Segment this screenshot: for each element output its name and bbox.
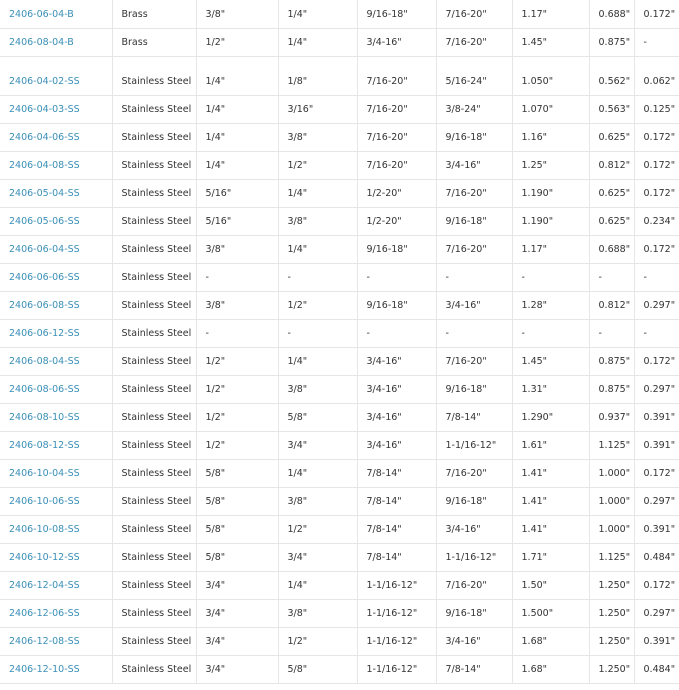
pipe-size-cell: - (278, 320, 357, 348)
length-cell: 1.41" (512, 516, 589, 544)
table-row (0, 124, 679, 152)
hex-cell: 0.875" (589, 29, 634, 57)
thread-a-cell: 9/16-18" (357, 0, 436, 29)
tube-size-cell: 1/2" (196, 432, 278, 460)
table-row (0, 236, 679, 264)
thread-b-cell: 7/16-20" (436, 180, 512, 208)
bore-cell: 0.172" (634, 152, 679, 180)
pipe-size-cell: - (278, 264, 357, 292)
tube-size-cell: 3/4" (196, 600, 278, 628)
part-number-link[interactable]: 2406-06-12-SS (0, 320, 112, 348)
material-cell: Stainless Steel (112, 152, 196, 180)
thread-b-cell: 7/16-20" (436, 29, 512, 57)
thread-a-cell: 7/16-20" (357, 124, 436, 152)
thread-b-cell: 1-1/16-12" (436, 544, 512, 572)
part-number-link[interactable]: 2406-04-08-SS (0, 152, 112, 180)
part-number-link[interactable]: 2406-08-10-SS (0, 404, 112, 432)
table-row (0, 600, 679, 628)
thread-b-cell: 7/8-14" (436, 404, 512, 432)
table-row (0, 656, 679, 684)
bore-cell: 0.172" (634, 348, 679, 376)
thread-a-cell: 7/16-20" (357, 68, 436, 96)
material-cell: Stainless Steel (112, 264, 196, 292)
tube-size-cell: 5/8" (196, 516, 278, 544)
bore-cell: 0.172" (634, 180, 679, 208)
thread-b-cell: 3/4-16" (436, 628, 512, 656)
pipe-size-cell: 3/4" (278, 432, 357, 460)
length-cell: - (512, 264, 589, 292)
table-row (0, 404, 679, 432)
table-row (0, 460, 679, 488)
bore-cell: 0.297" (634, 376, 679, 404)
table-row (0, 544, 679, 572)
bore-cell: - (634, 320, 679, 348)
tube-size-cell: 3/8" (196, 292, 278, 320)
length-cell: 1.16" (512, 124, 589, 152)
thread-b-cell: 9/16-18" (436, 124, 512, 152)
material-cell: Stainless Steel (112, 432, 196, 460)
pipe-size-cell: 1/4" (278, 236, 357, 264)
pipe-size-cell: 3/4" (278, 544, 357, 572)
separator-cell (196, 57, 278, 69)
hex-cell: 0.563" (589, 96, 634, 124)
thread-a-cell: 3/4-16" (357, 29, 436, 57)
tube-size-cell: 1/2" (196, 29, 278, 57)
thread-b-cell: 3/4-16" (436, 292, 512, 320)
hex-cell: 0.937" (589, 404, 634, 432)
material-cell: Stainless Steel (112, 68, 196, 96)
hex-cell: - (589, 264, 634, 292)
table-row (0, 348, 679, 376)
thread-a-cell: 1/2-20" (357, 180, 436, 208)
thread-a-cell: - (357, 320, 436, 348)
separator-cell (112, 57, 196, 69)
part-number-link[interactable]: 2406-06-06-SS (0, 264, 112, 292)
separator-cell (634, 57, 679, 69)
pipe-size-cell: 3/8" (278, 376, 357, 404)
table-row (0, 68, 679, 96)
part-number-link[interactable]: 2406-12-06-SS (0, 600, 112, 628)
part-number-link[interactable]: 2406-12-04-SS (0, 572, 112, 600)
bore-cell: 0.484" (634, 656, 679, 684)
length-cell: 1.190" (512, 180, 589, 208)
hex-cell: 0.688" (589, 0, 634, 29)
bore-cell: 0.391" (634, 432, 679, 460)
hex-cell: - (589, 320, 634, 348)
part-number-link[interactable]: 2406-10-12-SS (0, 544, 112, 572)
thread-b-cell: 7/16-20" (436, 348, 512, 376)
tube-size-cell: 5/8" (196, 544, 278, 572)
thread-b-cell: 1-1/16-12" (436, 432, 512, 460)
thread-b-cell: 3/4-16" (436, 152, 512, 180)
hex-cell: 0.625" (589, 208, 634, 236)
material-cell: Stainless Steel (112, 180, 196, 208)
pipe-size-cell: 1/8" (278, 68, 357, 96)
hex-cell: 0.875" (589, 348, 634, 376)
pipe-size-cell: 1/4" (278, 180, 357, 208)
material-cell: Stainless Steel (112, 376, 196, 404)
table-row (0, 180, 679, 208)
tube-size-cell: 3/8" (196, 236, 278, 264)
part-number-link[interactable]: 2406-05-06-SS (0, 208, 112, 236)
length-cell: 1.41" (512, 460, 589, 488)
tube-size-cell: 3/8" (196, 0, 278, 29)
pipe-size-cell: 1/4" (278, 572, 357, 600)
hex-cell: 1.250" (589, 572, 634, 600)
bore-cell: - (634, 264, 679, 292)
hex-cell: 1.000" (589, 516, 634, 544)
separator-cell (357, 57, 436, 69)
part-number-link[interactable]: 2406-06-08-SS (0, 292, 112, 320)
thread-b-cell: 7/16-20" (436, 0, 512, 29)
table-row (0, 264, 679, 292)
length-cell: 1.25" (512, 152, 589, 180)
separator-cell (278, 57, 357, 69)
material-cell: Stainless Steel (112, 460, 196, 488)
table-row (0, 572, 679, 600)
length-cell: 1.68" (512, 656, 589, 684)
material-cell: Stainless Steel (112, 488, 196, 516)
length-cell: 1.500" (512, 600, 589, 628)
thread-a-cell: 3/4-16" (357, 376, 436, 404)
length-cell: 1.68" (512, 628, 589, 656)
length-cell: 1.070" (512, 96, 589, 124)
tube-size-cell: 1/2" (196, 348, 278, 376)
pipe-size-cell: 1/4" (278, 348, 357, 376)
hex-cell: 0.875" (589, 376, 634, 404)
length-cell: 1.290" (512, 404, 589, 432)
hex-cell: 1.000" (589, 488, 634, 516)
part-number-link[interactable]: 2406-10-06-SS (0, 488, 112, 516)
thread-a-cell: 1-1/16-12" (357, 572, 436, 600)
thread-a-cell: 7/16-20" (357, 96, 436, 124)
tube-size-cell: 5/16" (196, 180, 278, 208)
thread-a-cell: 3/4-16" (357, 404, 436, 432)
bore-cell: 0.172" (634, 236, 679, 264)
material-cell: Stainless Steel (112, 96, 196, 124)
part-number-link[interactable]: 2406-06-04-B (0, 0, 112, 29)
table-row (0, 29, 679, 57)
material-cell: Stainless Steel (112, 404, 196, 432)
part-number-link[interactable]: 2406-06-04-SS (0, 236, 112, 264)
length-cell: 1.28" (512, 292, 589, 320)
table-row (0, 516, 679, 544)
hex-cell: 0.625" (589, 180, 634, 208)
length-cell: 1.45" (512, 348, 589, 376)
tube-size-cell: 5/8" (196, 488, 278, 516)
thread-a-cell: 1-1/16-12" (357, 656, 436, 684)
part-number-link[interactable]: 2406-10-04-SS (0, 460, 112, 488)
thread-a-cell: 7/8-14" (357, 544, 436, 572)
table-row (0, 208, 679, 236)
tube-size-cell: 1/4" (196, 96, 278, 124)
table-row (0, 96, 679, 124)
material-cell: Stainless Steel (112, 236, 196, 264)
table-row (0, 292, 679, 320)
material-cell: Stainless Steel (112, 292, 196, 320)
thread-b-cell: 5/16-24" (436, 68, 512, 96)
thread-a-cell: 1-1/16-12" (357, 628, 436, 656)
length-cell: 1.17" (512, 0, 589, 29)
pipe-size-cell: 3/8" (278, 208, 357, 236)
table-row (0, 376, 679, 404)
hex-cell: 1.000" (589, 460, 634, 488)
material-cell: Stainless Steel (112, 600, 196, 628)
bore-cell: 0.172" (634, 460, 679, 488)
pipe-size-cell: 1/4" (278, 29, 357, 57)
separator-cell (0, 57, 112, 69)
table-row (0, 488, 679, 516)
tube-size-cell: 3/4" (196, 572, 278, 600)
pipe-size-cell: 1/2" (278, 628, 357, 656)
part-number-link[interactable]: 2406-08-06-SS (0, 376, 112, 404)
tube-size-cell: 1/4" (196, 152, 278, 180)
thread-a-cell: 7/8-14" (357, 460, 436, 488)
length-cell: 1.41" (512, 488, 589, 516)
bore-cell: 0.297" (634, 600, 679, 628)
bore-cell: 0.297" (634, 292, 679, 320)
pipe-size-cell: 5/8" (278, 404, 357, 432)
thread-b-cell: 9/16-18" (436, 208, 512, 236)
tube-size-cell: - (196, 264, 278, 292)
hex-cell: 1.125" (589, 544, 634, 572)
thread-a-cell: 3/4-16" (357, 348, 436, 376)
bore-cell: 0.172" (634, 572, 679, 600)
separator-cell (589, 57, 634, 69)
thread-a-cell: 9/16-18" (357, 292, 436, 320)
bore-cell: 0.391" (634, 516, 679, 544)
separator-cell (512, 57, 589, 69)
thread-b-cell: 3/4-16" (436, 516, 512, 544)
hex-cell: 1.250" (589, 656, 634, 684)
tube-size-cell: 3/4" (196, 628, 278, 656)
part-number-link[interactable]: 2406-10-08-SS (0, 516, 112, 544)
bore-cell: 0.125" (634, 96, 679, 124)
material-cell: Brass (112, 0, 196, 29)
material-cell: Stainless Steel (112, 656, 196, 684)
length-cell: 1.17" (512, 236, 589, 264)
part-number-link[interactable]: 2406-08-04-B (0, 29, 112, 57)
tube-size-cell: 3/4" (196, 656, 278, 684)
thread-a-cell: 3/4-16" (357, 432, 436, 460)
hex-cell: 0.562" (589, 68, 634, 96)
material-cell: Stainless Steel (112, 348, 196, 376)
thread-a-cell: 7/16-20" (357, 152, 436, 180)
part-number-link[interactable]: 2406-04-03-SS (0, 96, 112, 124)
material-cell: Stainless Steel (112, 572, 196, 600)
part-number-link[interactable]: 2406-04-06-SS (0, 124, 112, 152)
part-number-link[interactable]: 2406-08-04-SS (0, 348, 112, 376)
thread-b-cell: 9/16-18" (436, 488, 512, 516)
bore-cell: 0.484" (634, 544, 679, 572)
table-row (0, 320, 679, 348)
tube-size-cell: 1/4" (196, 68, 278, 96)
thread-a-cell: 1-1/16-12" (357, 600, 436, 628)
thread-a-cell: 1/2-20" (357, 208, 436, 236)
length-cell: 1.71" (512, 544, 589, 572)
pipe-size-cell: 3/8" (278, 124, 357, 152)
length-cell: 1.31" (512, 376, 589, 404)
pipe-size-cell: 1/2" (278, 292, 357, 320)
material-cell: Stainless Steel (112, 208, 196, 236)
material-cell: Stainless Steel (112, 320, 196, 348)
bore-cell: 0.234" (634, 208, 679, 236)
hex-cell: 0.812" (589, 152, 634, 180)
material-cell: Stainless Steel (112, 516, 196, 544)
bore-cell: 0.297" (634, 488, 679, 516)
part-number-link[interactable]: 2406-08-12-SS (0, 432, 112, 460)
pipe-size-cell: 1/4" (278, 0, 357, 29)
pipe-size-cell: 1/2" (278, 152, 357, 180)
table-row (0, 628, 679, 656)
tube-size-cell: 5/8" (196, 460, 278, 488)
pipe-size-cell: 3/16" (278, 96, 357, 124)
length-cell: - (512, 320, 589, 348)
thread-a-cell: 7/8-14" (357, 516, 436, 544)
thread-b-cell: 7/8-14" (436, 656, 512, 684)
thread-a-cell: - (357, 264, 436, 292)
separator-cell (436, 57, 512, 69)
length-cell: 1.50" (512, 572, 589, 600)
tube-size-cell: 5/16" (196, 208, 278, 236)
bore-cell: 0.172" (634, 124, 679, 152)
material-cell: Stainless Steel (112, 544, 196, 572)
bore-cell: 0.391" (634, 404, 679, 432)
part-number-link[interactable]: 2406-12-10-SS (0, 656, 112, 684)
table-row (0, 432, 679, 460)
tube-size-cell: 1/4" (196, 124, 278, 152)
hex-cell: 1.250" (589, 600, 634, 628)
tube-size-cell: 1/2" (196, 376, 278, 404)
part-number-link[interactable]: 2406-04-02-SS (0, 68, 112, 96)
bore-cell: 0.391" (634, 628, 679, 656)
bore-cell: 0.172" (634, 0, 679, 29)
length-cell: 1.45" (512, 29, 589, 57)
tube-size-cell: - (196, 320, 278, 348)
hex-cell: 1.125" (589, 432, 634, 460)
bore-cell: 0.062" (634, 68, 679, 96)
thread-b-cell: 9/16-18" (436, 600, 512, 628)
pipe-size-cell: 1/2" (278, 516, 357, 544)
pipe-size-cell: 1/4" (278, 460, 357, 488)
hex-cell: 0.625" (589, 124, 634, 152)
pipe-size-cell: 3/8" (278, 600, 357, 628)
thread-b-cell: 7/16-20" (436, 460, 512, 488)
table-row (0, 0, 679, 29)
material-cell: Stainless Steel (112, 628, 196, 656)
hex-cell: 0.812" (589, 292, 634, 320)
thread-b-cell: - (436, 320, 512, 348)
thread-b-cell: 9/16-18" (436, 376, 512, 404)
group-separator (0, 57, 679, 69)
hex-cell: 0.688" (589, 236, 634, 264)
thread-b-cell: 3/8-24" (436, 96, 512, 124)
bore-cell: - (634, 29, 679, 57)
length-cell: 1.190" (512, 208, 589, 236)
thread-b-cell: 7/16-20" (436, 236, 512, 264)
pipe-size-cell: 5/8" (278, 656, 357, 684)
length-cell: 1.61" (512, 432, 589, 460)
hex-cell: 1.250" (589, 628, 634, 656)
length-cell: 1.050" (512, 68, 589, 96)
thread-a-cell: 7/8-14" (357, 488, 436, 516)
thread-a-cell: 9/16-18" (357, 236, 436, 264)
material-cell: Stainless Steel (112, 124, 196, 152)
part-number-link[interactable]: 2406-12-08-SS (0, 628, 112, 656)
part-number-link[interactable]: 2406-05-04-SS (0, 180, 112, 208)
thread-b-cell: 7/16-20" (436, 572, 512, 600)
material-cell: Brass (112, 29, 196, 57)
thread-b-cell: - (436, 264, 512, 292)
pipe-size-cell: 3/8" (278, 488, 357, 516)
table-row (0, 152, 679, 180)
tube-size-cell: 1/2" (196, 404, 278, 432)
